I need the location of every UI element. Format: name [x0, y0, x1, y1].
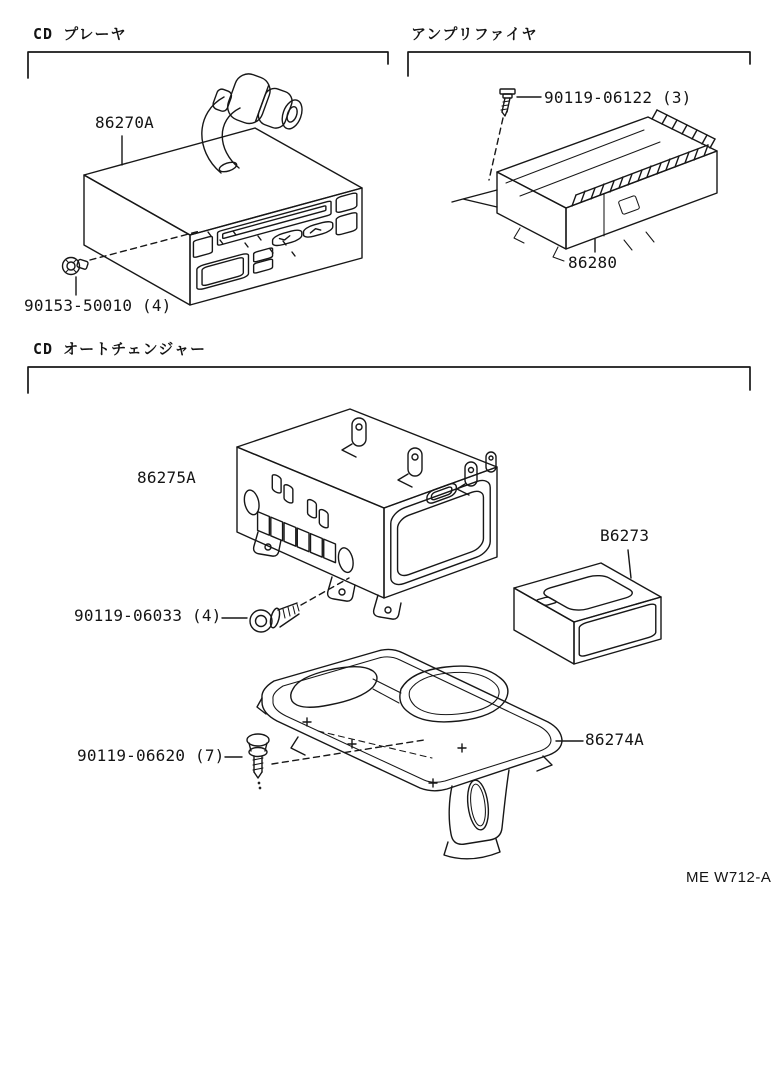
section-title-amplifier: アンプリファイヤ	[411, 25, 538, 43]
section-title-cd-player: CD プレーヤ	[33, 25, 127, 43]
bracket-drawing	[257, 649, 562, 858]
amplifier-screw-icon	[500, 89, 515, 116]
part-label-90153-50010: 90153-50010 (4)	[24, 296, 172, 315]
part-label-86280: 86280	[568, 253, 618, 272]
part-label-86275a: 86275A	[137, 468, 196, 487]
cd-player-section-bracket	[28, 52, 388, 78]
bolt-06033-icon	[250, 603, 299, 632]
magazine-leader-line	[628, 550, 631, 578]
screw-hole-marks	[208, 231, 295, 256]
amplifier-leader-lines	[489, 97, 595, 252]
cd-player-screw-icon	[63, 258, 89, 275]
drawing-code: ME W712-A	[686, 869, 772, 886]
antenna-plug-icon	[202, 65, 309, 173]
section-title-cd-auto-changer: CD オートチェンジャー	[33, 340, 206, 358]
cd-changer-drawing	[237, 409, 497, 619]
cd-changer-section-bracket	[28, 367, 750, 393]
heatsink-fins	[572, 110, 715, 206]
part-label-86270a: 86270A	[95, 113, 154, 132]
amplifier-section-bracket	[408, 52, 750, 76]
part-label-90119-06033: 90119-06033 (4)	[74, 606, 222, 625]
cd-player-drawing	[84, 65, 362, 305]
amplifier-drawing	[452, 110, 717, 261]
part-label-90119-06122: 90119-06122 (3)	[544, 88, 692, 107]
changer-feet	[254, 532, 401, 619]
part-label-b6273: B6273	[600, 526, 650, 545]
part-label-86274a: 86274A	[585, 730, 644, 749]
bolt-hole-marks	[303, 718, 466, 787]
bolt-06620-icon	[247, 734, 269, 789]
part-label-90119-06620: 90119-06620 (7)	[77, 746, 225, 765]
magazine-drawing	[514, 563, 661, 664]
